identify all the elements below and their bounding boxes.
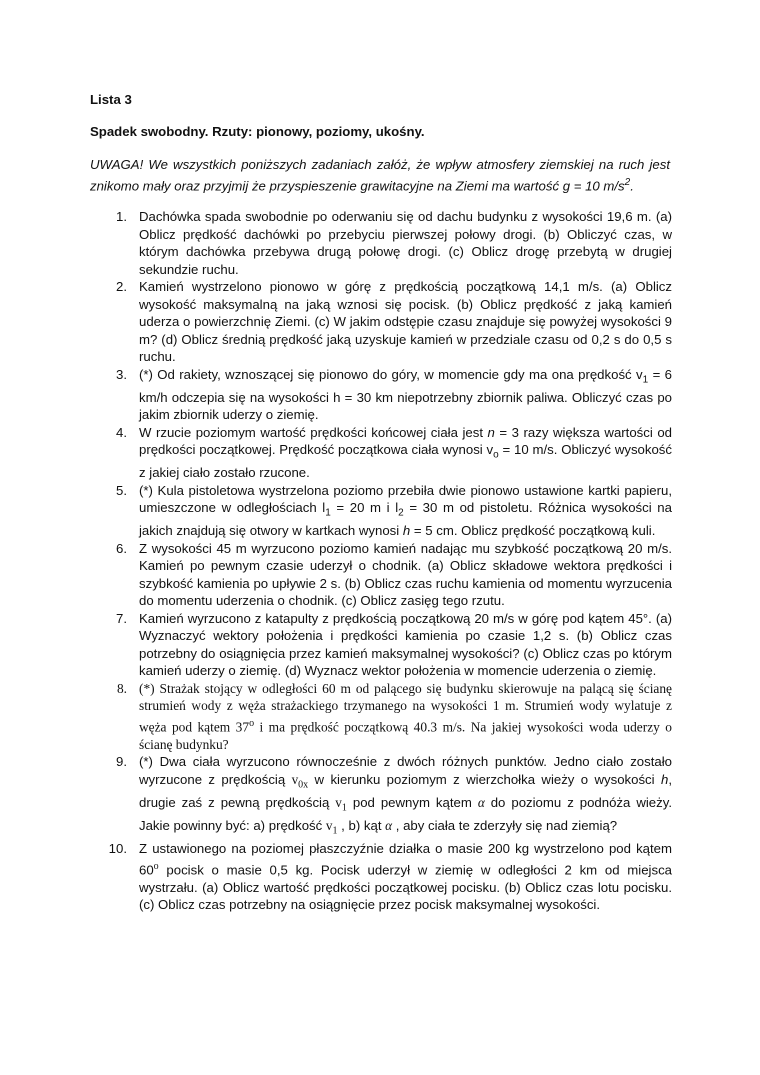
problem-9: 9. (*) Dwa ciała wyrzucono równocześnie z dwóch różnych punktów. Jedno ciało zostało wyrzucone z prędkością $v_{0x}$ w kierunku poziomym z wierzchołka wieży o wysokości h, drugie zaś z pewną prędkością $v_1$ pod pewnym kątem α do poziomu z podnóża wieży. Jakie powinny być: a) prędkość $v_1$ , b) kąt α , aby ciała te zderzyły się nad ziemią?	[116, 754, 672, 837]
problem-1: 1. Dachówka spada swobodnie po oderwaniu się od dachu budynku z wysokości 19,6 m. (a) Oblicz prędkość dachówki po przebyciu pierwszej połowy drogi. (b) Obliczyć czas, w którym dachówka przebywa drugą połowę drogi. (c) Oblicz drogę przebytą w drugiej sekundzie ruchu.	[116, 209, 672, 277]
problem-4: 4. W rzucie poziomym wartość prędkości końcowej ciała jest n = 3 razy większa wartości od prędkości początkowej. Prędkość początkowa ciała wynosi $v_o = 10$ m/s. Obliczyć wysokość z jakiej ciało zostało rzucone.	[116, 424, 672, 481]
list-title: Lista 3	[90, 92, 132, 107]
problem-3: 3. (*) Od rakiety, wznoszącej się pionowo do góry, w momencie gdy ma ona prędkość $v_1 = 6$ km/h odczepia się na wysokości h = 30 km niepotrzebny zbiornik paliwa. Obliczyć czas po jakim zbiornik uderzy o ziemię.	[116, 366, 672, 423]
problem-2: 2. Kamień wystrzelono pionowo w górę z prędkością początkową 14,1 m/s. (a) Oblicz wysokość maksymalną na jaką wznosi się pocisk. (b) Oblicz prędkość z jaką kamień uderza o powierzchnię Ziemi. (c) W jakim odstępie czasu znajduje się powyżej wysokości 9 m? (d) Oblicz średnią prędkość jaką uzyskuje kamień w przedziale czasu od 0,2 s do 0,5 s ruchu.	[116, 279, 672, 364]
problem-8: 8. (*) Strażak stojący w odległości 60 m od palącego się budynku skierowuje na palącą się ścianę strumień wody z węża strażackiego trzymanego na wysokości 1 m. Strumień wody wylatuje z węża pod kątem 37$^o$ i ma prędkość początkową 40.3 m/s. Na jakiej wysokości woda uderzy o ścianę budynku?	[116, 680, 672, 752]
problem-6: 6. Z wysokości 45 m wyrzucono poziomo kamień nadając mu szybkość początkową 20 m/s. Kamień po pewnym czasie uderzył o chodnik. (a) Oblicz składowe wektora prędkości i szybkość kamienia po upływie 2 s. (b) Oblicz czas ruchu kamienia od momentu wyrzucenia do momentu uderzenia o chodnik. (c) Oblicz zasięg tego rzutu.	[116, 540, 672, 609]
problem-7: 7. Kamień wyrzucono z katapulty z prędkością początkową 20 m/s w górę pod kątem 45°. (a) Wyznaczyć wektory położenia i prędkości kamienia po czasie 1,2 s. (b) Oblicz czas potrzebny do osiągnięcia przez kamień maksymalnej wysokości? (c) Oblicz czas po którym kamień uderzy o ziemię. (d) Wyznacz wektor położenia w momencie uderzenia o ziemię.	[116, 610, 672, 679]
list-subtitle: Spadek swobodny. Rzuty: pionowy, poziomy, ukośny.	[90, 124, 425, 139]
problem-list	[107, 208, 672, 914]
problem-10: 10. Z ustawionego na poziomej płaszczyźnie działka o masie 200 kg wystrzelono pod kątem 60$^o$ pocisk o masie 0,5 kg. Pocisk uderzył w ziemię w odległości 2 km od miejsca wystrzału. (a) Oblicz wartość prędkości początkowej pocisku. (b) Oblicz czas lotu pocisku. (c) Oblicz czas potrzebny na osiągnięcie przez pocisk maksymalnej wysokości.	[108, 841, 672, 913]
warning-note: UWAGA! We wszystkich poniższych zadaniach załóż, że wpływ atmosfery ziemskiej na ruch jest znikomo mały oraz przyjmij że przyspieszenie grawitacyjne na Ziemi ma wartość g = 10 $m/s^2$.	[90, 157, 670, 193]
problem-5: 5. (*) Kula pistoletowa wystrzelona poziomo przebiła dwie pionowo ustawione kartki papieru, umieszczone w odległościach $l_1 = 20$ m i $l_2 = 30$ m od pistoletu. Różnica wysokości na jakich znajdują się otwory w kartkach wynosi h = 5 cm. Oblicz prędkość początkową kuli.	[116, 482, 672, 539]
